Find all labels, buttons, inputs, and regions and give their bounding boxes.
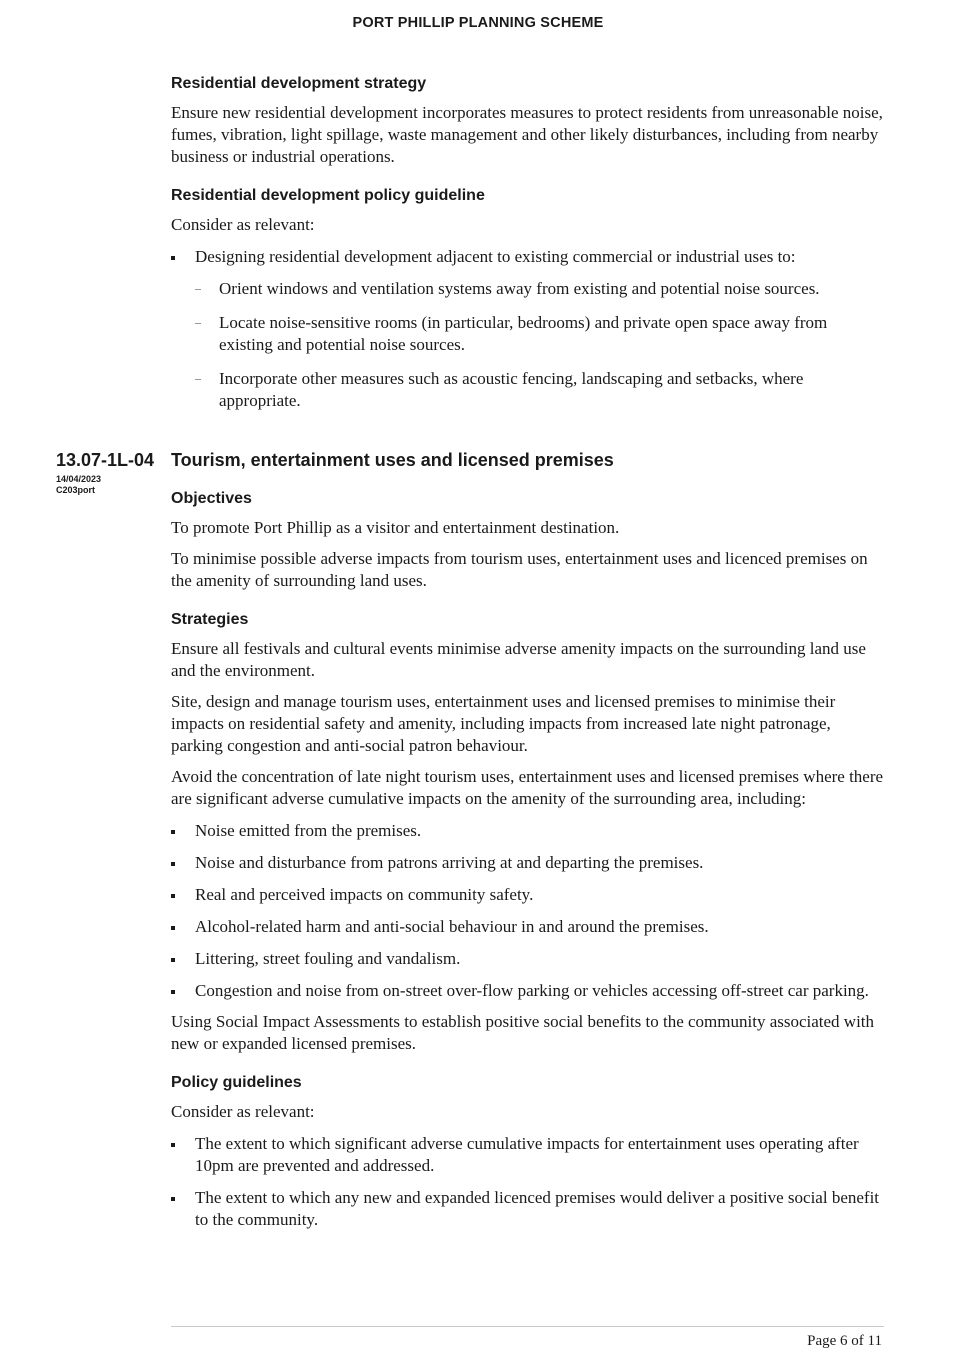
bullet-marker — [171, 862, 175, 866]
strategy-heading: Residential development strategy — [171, 75, 427, 92]
bullet-marker — [171, 1143, 175, 1147]
sub-item-list — [171, 278, 884, 412]
bullet-text: Littering, street fouling and vandalism. — [195, 949, 461, 968]
bullet-marker — [171, 1197, 175, 1201]
dash-marker — [195, 289, 201, 290]
objective-text: To promote Port Phillip as a visitor and entertainment destination. — [171, 518, 620, 537]
guideline-heading: Residential development policy guideline — [171, 187, 485, 204]
bullet-text: The extent to which significant adverse cumulative impacts for entertainment uses operating after 10pm are prevented and addressed. — [195, 1134, 859, 1175]
sub-item-text: Incorporate other measures such as acoustic fencing, landscaping and setbacks, where appropriate. — [219, 369, 804, 410]
list-item — [171, 916, 884, 938]
bullet-text: Designing residential development adjacent to existing commercial or industrial uses to: — [195, 247, 796, 266]
list-item — [171, 1133, 884, 1177]
bullet-text: Congestion and noise from on-street over-flow parking or vehicles accessing off-street car parking. — [195, 981, 869, 1000]
bullet-marker — [171, 926, 175, 930]
sub-item-text: Locate noise-sensitive rooms (in particular, bedrooms) and private open space away from existing and potential noise sources. — [219, 313, 828, 354]
tourism-section — [171, 489, 884, 1231]
page-header: PORT PHILLIP PLANNING SCHEME — [352, 15, 604, 31]
strategy-para: Site, design and manage tourism uses, entertainment uses and licensed premises to minimise their impacts on residential safety and amenity, including impacts from increased late night patronage, parking congestion and anti-social patron behaviour. — [171, 692, 836, 755]
bullet-text: Noise and disturbance from patrons arriving at and departing the premises. — [195, 853, 704, 872]
list-item — [171, 1187, 884, 1231]
bullet-text: Real and perceived impacts on community safety. — [195, 885, 534, 904]
list-item — [171, 246, 884, 268]
dash-marker — [195, 379, 201, 380]
guideline-list — [171, 246, 884, 268]
bullet-marker — [171, 256, 175, 260]
policy-list — [171, 1133, 884, 1231]
sub-list-item — [171, 312, 884, 356]
policy-heading: Policy guidelines — [171, 1074, 302, 1091]
strategy-closing: Using Social Impact Assessments to establish positive social benefits to the community associated with new or expanded licensed premises. — [171, 1012, 875, 1053]
list-item — [171, 852, 884, 874]
objectives-heading: Objectives — [171, 490, 252, 507]
policy-intro: Consider as relevant: — [171, 1102, 315, 1121]
bullet-text: Alcohol-related harm and anti-social behaviour in and around the premises. — [195, 917, 709, 936]
bullet-text: The extent to which any new and expanded licenced premises would deliver a positive social benefit to the community. — [195, 1188, 880, 1229]
strategy-para: Avoid the concentration of late night tourism uses, entertainment uses and licensed premises where there are significant adverse cumulative impacts on the amenity of the surrounding area, including: — [171, 767, 884, 808]
bullet-marker — [171, 830, 175, 834]
clause-number: 13.07-1L-04 — [56, 450, 155, 470]
sub-list-item — [171, 278, 884, 300]
bullet-marker — [171, 958, 175, 962]
clause-amendment: C203port — [56, 485, 96, 495]
residential-section — [171, 74, 884, 412]
sub-item-text: Orient windows and ventilation systems away from existing and potential noise sources. — [219, 279, 820, 298]
footer-divider — [171, 1326, 884, 1327]
list-item — [171, 884, 884, 906]
list-item — [171, 820, 884, 842]
list-item — [171, 948, 884, 970]
list-item — [171, 980, 884, 1002]
page-number: Page 6 of 11 — [807, 1333, 882, 1349]
strategy-text: Ensure new residential development incorporates measures to protect residents from unreasonable noise, fumes, vibration, light spillage, waste management and other likely disturbances, including from nearby business or industrial operations. — [171, 103, 883, 166]
guideline-intro: Consider as relevant: — [171, 215, 315, 234]
clause-date: 14/04/2023 — [56, 474, 102, 484]
objective-text: To minimise possible adverse impacts from tourism uses, entertainment uses and licenced premises on the amenity of surrounding land uses. — [171, 549, 868, 590]
dash-marker — [195, 323, 201, 324]
strategy-para: Ensure all festivals and cultural events minimise adverse amenity impacts on the surrounding land use and the environment. — [171, 639, 866, 680]
strategies-heading: Strategies — [171, 611, 249, 628]
sub-list-item — [171, 368, 884, 412]
bullet-marker — [171, 894, 175, 898]
bullet-marker — [171, 990, 175, 994]
clause-title: Tourism, entertainment uses and licensed premises — [171, 450, 614, 470]
bullet-text: Noise emitted from the premises. — [195, 821, 422, 840]
impacts-list — [171, 820, 884, 1002]
